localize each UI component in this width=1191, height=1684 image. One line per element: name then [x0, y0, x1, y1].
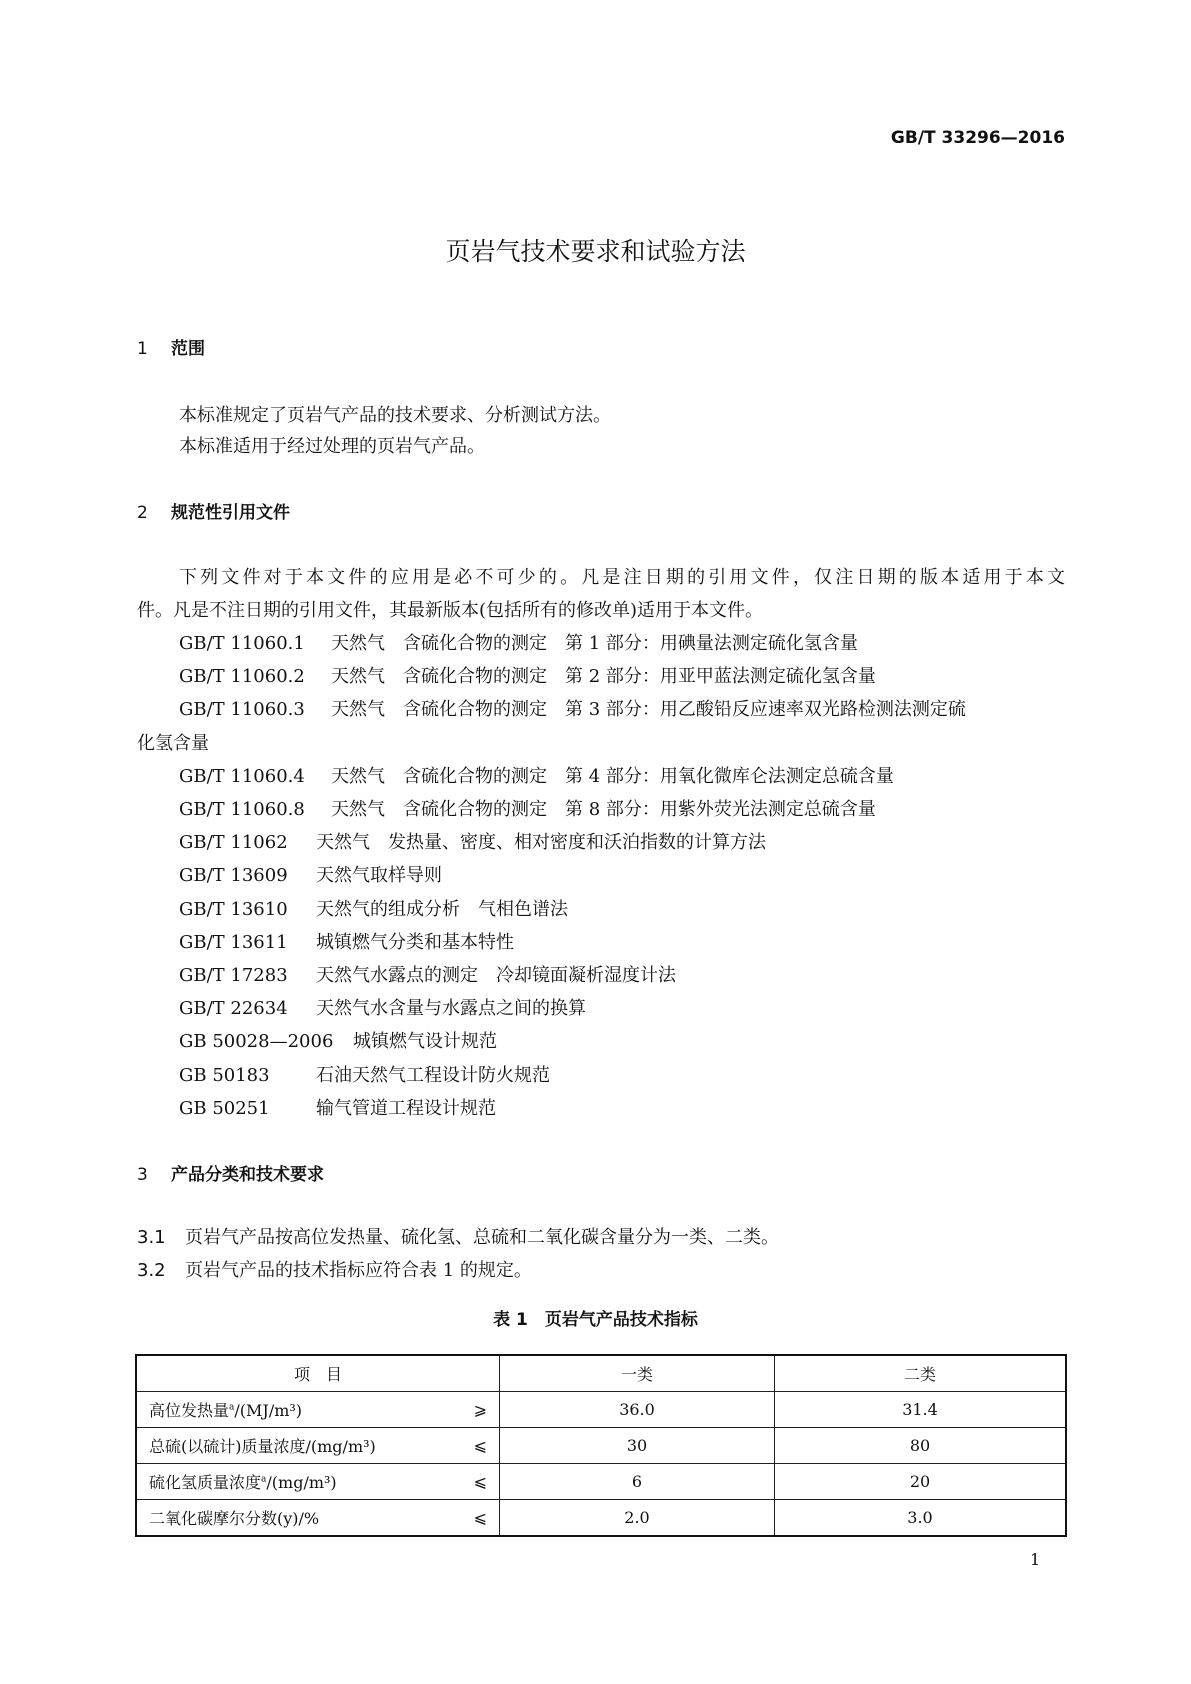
- clause-number: 3.1: [137, 1227, 166, 1248]
- clause-number: 3.2: [137, 1260, 166, 1281]
- comparison-operator: ⩽: [473, 1508, 487, 1527]
- item-unit: /(MJ/m³): [234, 1401, 303, 1420]
- item-unit: /(mg/m³): [266, 1473, 337, 1492]
- clause-3-1: [137, 1223, 779, 1249]
- section-number: 2: [137, 503, 148, 523]
- reference-code: GB/T 11060.8: [179, 799, 305, 820]
- reference-code: GB/T 11060.2: [179, 666, 305, 688]
- table-row: [136, 1428, 1066, 1464]
- section-title: 产品分类和技术要求: [171, 1165, 324, 1185]
- paragraph: 本标准适用于经过处理的页岩气产品。: [179, 436, 485, 457]
- reference-title: 天然气水露点的测定 冷却镜面凝析湿度计法: [316, 965, 676, 986]
- footnote-marker: a: [229, 1402, 235, 1413]
- reference-title: 天然气 含硫化合物的测定 第 8 部分：用紫外荧光法测定总硫含量: [331, 799, 876, 820]
- reference-title: 天然气取样导则: [316, 865, 442, 887]
- reference-code: GB/T 11060.1: [179, 633, 305, 654]
- item-cell: [136, 1464, 500, 1500]
- reference-item: [179, 828, 766, 854]
- header-cell: 项 目: [136, 1355, 500, 1392]
- reference-code: GB 50251: [179, 1097, 270, 1119]
- item-name: 高位发热量: [149, 1401, 230, 1420]
- reference-item: [179, 994, 586, 1020]
- section-heading-2: [137, 498, 290, 523]
- reference-item: [179, 928, 514, 954]
- reference-code: GB/T 11060.3: [179, 699, 305, 721]
- reference-item: [179, 629, 858, 655]
- item-unit: /(mg/m³): [305, 1437, 376, 1456]
- table-caption: 表 1 页岩气产品技术指标: [493, 1310, 698, 1330]
- item-cell: [136, 1392, 500, 1428]
- standard-number: GB/T 33296—2016: [890, 128, 1065, 148]
- paragraph: 本标准规定了页岩气产品的技术要求、分析测试方法。: [179, 405, 611, 426]
- reference-title: 城镇燃气分类和基本特性: [316, 931, 514, 953]
- reference-title: 城镇燃气设计规范: [353, 1031, 497, 1053]
- paragraph: 下列文件对于本文件的应用是必不可少的。凡是注日期的引用文件，仅注日期的版本适用于本文: [179, 567, 1065, 588]
- reference-title-continued: 化氢含量: [137, 732, 209, 754]
- table-row: [136, 1392, 1066, 1428]
- item-name: 总硫(以硫计)质量浓度: [149, 1437, 306, 1456]
- class-2-value: 80: [775, 1428, 1067, 1464]
- section-title: 范围: [171, 339, 205, 359]
- reference-title: 天然气 含硫化合物的测定 第 1 部分：用碘量法测定硫化氢含量: [331, 633, 858, 654]
- reference-item: [179, 662, 876, 688]
- item-name: 二氧化碳摩尔分数(y): [149, 1509, 299, 1528]
- reference-title: 石油天然气工程设计防火规范: [316, 1064, 550, 1086]
- class-2-value: 3.0: [775, 1500, 1067, 1537]
- reference-code: GB/T 22634: [179, 998, 288, 1020]
- header-cell: 二类: [775, 1355, 1067, 1392]
- class-1-value: 6: [500, 1464, 775, 1500]
- clause-text: 页岩气产品按高位发热量、硫化氢、总硫和二氧化碳含量分为一类、二类。: [185, 1227, 779, 1248]
- reference-title: 天然气 含硫化合物的测定 第 3 部分：用乙酸铅反应速率双光路检测法测定硫: [331, 699, 966, 721]
- section-heading-1: [137, 334, 205, 359]
- header-cell: 一类: [500, 1355, 775, 1392]
- item-cell: [136, 1500, 500, 1537]
- reference-item: [179, 861, 442, 887]
- clause-3-2: [137, 1256, 532, 1282]
- reference-code: GB/T 11060.4: [179, 765, 305, 787]
- class-1-value: 30: [500, 1428, 775, 1464]
- reference-title: 天然气 含硫化合物的测定 第 2 部分：用亚甲蓝法测定硫化氢含量: [331, 666, 876, 688]
- reference-title: 天然气 发热量、密度、相对密度和沃泊指数的计算方法: [316, 832, 766, 854]
- reference-code: GB/T 17283: [179, 965, 288, 986]
- document-title: 页岩气技术要求和试验方法: [445, 237, 746, 266]
- reference-item: [179, 762, 894, 788]
- reference-item: [179, 961, 676, 987]
- reference-code: GB 50028—2006: [179, 1031, 334, 1053]
- reference-title: 天然气 含硫化合物的测定 第 4 部分：用氧化微库仑法测定总硫含量: [331, 765, 894, 787]
- section-title: 规范性引用文件: [171, 503, 290, 523]
- reference-item: [179, 1061, 550, 1087]
- section-number: 1: [137, 339, 148, 359]
- reference-code: GB 50183: [179, 1064, 270, 1086]
- reference-title: 天然气的组成分析 气相色谱法: [316, 898, 568, 920]
- page-number: 1: [1030, 1550, 1041, 1569]
- item-name: 硫化氢质量浓度: [149, 1473, 262, 1492]
- comparison-operator: ⩾: [473, 1400, 487, 1419]
- footnote-marker: a: [261, 1474, 267, 1485]
- reference-code: GB/T 13609: [179, 865, 288, 887]
- table-row: [136, 1500, 1066, 1537]
- paragraph: 件。凡是不注日期的引用文件，其最新版本(包括所有的修改单)适用于本文件。: [137, 600, 764, 621]
- item-cell: [136, 1428, 500, 1464]
- reference-item: [179, 1027, 497, 1053]
- comparison-operator: ⩽: [473, 1436, 487, 1455]
- reference-code: GB/T 11062: [179, 832, 288, 854]
- reference-title: 输气管道工程设计规范: [316, 1097, 496, 1119]
- class-2-value: 20: [775, 1464, 1067, 1500]
- reference-code: GB/T 13611: [179, 931, 288, 953]
- class-2-value: 31.4: [775, 1392, 1067, 1428]
- table-row: [136, 1464, 1066, 1500]
- section-number: 3: [137, 1165, 148, 1185]
- spec-table: [135, 1354, 1067, 1537]
- item-unit: /%: [298, 1509, 320, 1528]
- reference-code: GB/T 13610: [179, 898, 288, 920]
- class-1-value: 36.0: [500, 1392, 775, 1428]
- reference-item: [179, 895, 568, 921]
- class-1-value: 2.0: [500, 1500, 775, 1537]
- reference-item: [179, 695, 966, 721]
- clause-text: 页岩气产品的技术指标应符合表 1 的规定。: [185, 1260, 532, 1281]
- comparison-operator: ⩽: [473, 1472, 487, 1491]
- table-header-row: [136, 1355, 1066, 1392]
- section-heading-3: [137, 1160, 324, 1185]
- reference-item: [179, 1094, 496, 1120]
- reference-title: 天然气水含量与水露点之间的换算: [316, 998, 586, 1020]
- reference-item: [179, 795, 876, 821]
